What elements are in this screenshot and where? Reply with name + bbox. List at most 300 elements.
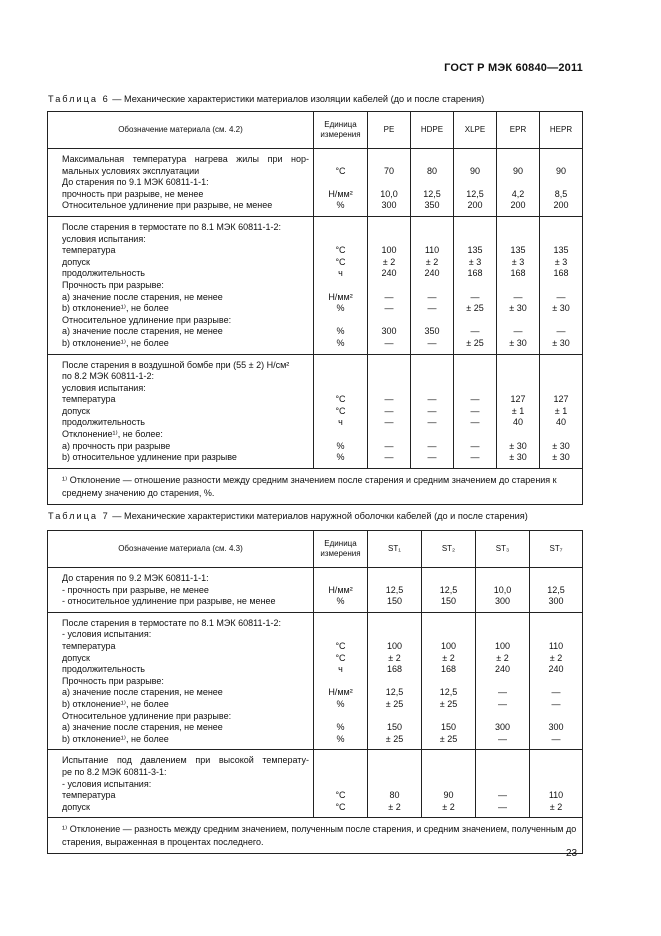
value: 135 xyxy=(553,245,569,256)
value xyxy=(422,711,475,723)
value-cell xyxy=(368,354,411,468)
unit-cell xyxy=(314,149,368,217)
value: — xyxy=(551,687,561,698)
value: — xyxy=(556,291,566,302)
table7-label: Таблица 7 xyxy=(48,511,110,521)
value xyxy=(540,360,582,372)
unit-value: % xyxy=(336,596,345,607)
value xyxy=(476,676,529,688)
value: ± 25 xyxy=(385,698,404,709)
row-label: Относительное удлинение при разрыве: xyxy=(62,710,232,721)
value: — xyxy=(470,452,480,463)
value xyxy=(540,371,582,383)
table7-footnote: ¹⁾ Отклонение — разность между средним значением, полученным после старения, и средним значением, полученным до старения, выраженная в процентах последнего. xyxy=(48,818,583,854)
value xyxy=(540,222,582,234)
row-label: прочность при разрыве, не менее xyxy=(62,188,204,199)
table6-col-hepr: HEPR xyxy=(540,112,583,149)
unit-value xyxy=(314,360,367,372)
row-label: b) отклонение¹⁾, не более xyxy=(62,733,169,744)
unit-value xyxy=(314,371,367,383)
value xyxy=(454,383,496,395)
value: 150 xyxy=(440,722,457,733)
value: — xyxy=(427,291,437,302)
value: 100 xyxy=(494,640,511,651)
value xyxy=(497,154,539,166)
value xyxy=(368,629,421,641)
value xyxy=(411,280,453,292)
value: ± 30 xyxy=(509,452,527,463)
value xyxy=(540,177,582,189)
row-label: - прочность при разрыве, не менее xyxy=(62,584,209,595)
value: 10,0 xyxy=(380,188,398,199)
value: — xyxy=(384,417,394,428)
value xyxy=(530,573,582,585)
value xyxy=(411,360,453,372)
row-label: допуск xyxy=(62,405,90,416)
value xyxy=(411,383,453,395)
value xyxy=(368,371,410,383)
value xyxy=(497,280,539,292)
row-label: продолжительность xyxy=(62,664,145,675)
value xyxy=(497,222,539,234)
value: 240 xyxy=(381,268,397,279)
row-label: - относительное удлинение при разрыве, не менее xyxy=(62,596,276,607)
unit-value: % xyxy=(336,698,345,709)
value: — xyxy=(498,801,507,812)
value: — xyxy=(556,326,566,337)
unit-value: °C xyxy=(335,165,346,176)
value xyxy=(368,755,421,767)
value: — xyxy=(427,452,437,463)
value xyxy=(411,234,453,246)
unit-value: % xyxy=(336,440,345,451)
unit-value xyxy=(314,383,367,395)
value: 135 xyxy=(510,245,526,256)
value xyxy=(368,618,421,630)
table-row xyxy=(48,216,583,354)
row-label: После старения в термостате по 8.1 МЭК 60811-1-2: xyxy=(62,617,281,628)
value: — xyxy=(384,440,394,451)
value xyxy=(497,315,539,327)
value xyxy=(422,755,475,767)
value: — xyxy=(470,405,480,416)
value xyxy=(368,360,410,372)
value: — xyxy=(513,326,523,337)
standard-code-header: ГОСТ Р МЭК 60840—2011 xyxy=(444,62,583,74)
value xyxy=(476,755,529,767)
table6-title: — Механические характеристики материалов изоляции кабелей (до и после старения) xyxy=(112,94,485,104)
value: 300 xyxy=(381,200,397,211)
value: 110 xyxy=(548,640,564,651)
value: 350 xyxy=(424,200,440,211)
value: — xyxy=(470,326,480,337)
table6-col-unit xyxy=(314,112,368,149)
value: 300 xyxy=(548,596,564,607)
value: 80 xyxy=(426,165,437,176)
unit-value xyxy=(314,315,367,327)
value: 300 xyxy=(494,722,511,733)
value: 127 xyxy=(553,394,569,405)
row-label: b) относительное удлинение при разрыве xyxy=(62,452,237,463)
value xyxy=(454,315,496,327)
value-cell xyxy=(454,216,497,354)
value-cell xyxy=(497,216,540,354)
value-cell xyxy=(368,149,411,217)
value: 40 xyxy=(555,417,566,428)
unit-value: °C xyxy=(335,790,346,801)
row-label: Относительное удлинение при разрыве: xyxy=(62,314,232,325)
unit-value xyxy=(314,767,367,779)
row-label-cell xyxy=(48,216,314,354)
value-cell xyxy=(497,354,540,468)
value xyxy=(411,154,453,166)
row-label: До старения по 9.2 МЭК 60811-1-1: xyxy=(62,573,209,583)
value: — xyxy=(384,291,394,302)
table-row xyxy=(48,612,583,750)
value: 12,5 xyxy=(439,584,458,595)
row-label: ре по 8.2 МЭК 60811-3-1: xyxy=(62,766,167,777)
value: 40 xyxy=(512,417,523,428)
value: ± 2 xyxy=(388,801,401,812)
value: 90 xyxy=(469,165,480,176)
row-label-cell xyxy=(48,568,314,613)
table-row xyxy=(48,568,583,613)
value: 168 xyxy=(467,268,483,279)
table7-col-unit-line1: Единица xyxy=(324,539,357,548)
value xyxy=(368,429,410,441)
row-label: После старения в термостате по 8.1 МЭК 60811-1-2: xyxy=(62,221,281,232)
value xyxy=(411,177,453,189)
table6-col-epr: EPR xyxy=(497,112,540,149)
row-label: После старения в воздушной бомбе при (55 ± 2) Н/см² xyxy=(62,359,290,370)
unit-value: Н/мм² xyxy=(328,584,353,595)
table6-col-xlpe: XLPE xyxy=(454,112,497,149)
unit-value xyxy=(314,755,367,767)
row-label-cell xyxy=(48,354,314,468)
value: 300 xyxy=(548,722,564,733)
value xyxy=(497,234,539,246)
value xyxy=(530,618,582,630)
value: 300 xyxy=(381,326,397,337)
value-cell xyxy=(368,568,422,613)
value: 350 xyxy=(424,326,440,337)
value: 168 xyxy=(440,664,457,675)
value: 200 xyxy=(510,200,526,211)
value xyxy=(368,767,421,779)
unit-value: °C xyxy=(335,801,346,812)
unit-value: Н/мм² xyxy=(328,687,353,698)
value: — xyxy=(427,417,437,428)
value xyxy=(422,629,475,641)
value: 300 xyxy=(494,596,511,607)
value-cell xyxy=(368,612,422,750)
value: 127 xyxy=(510,394,526,405)
table7 xyxy=(47,530,583,854)
value xyxy=(540,280,582,292)
unit-value: Н/мм² xyxy=(328,188,353,199)
value xyxy=(368,711,421,723)
value xyxy=(497,177,539,189)
value xyxy=(540,315,582,327)
value: ± 2 xyxy=(388,652,401,663)
value: ± 30 xyxy=(552,337,570,348)
value xyxy=(497,360,539,372)
unit-value xyxy=(314,618,367,630)
value: 12,5 xyxy=(547,584,565,595)
value xyxy=(454,154,496,166)
value: ± 2 xyxy=(549,801,563,812)
value: 110 xyxy=(424,245,440,256)
value: ± 3 xyxy=(511,256,525,267)
table-row xyxy=(48,354,583,468)
value-cell xyxy=(476,568,530,613)
row-label: b) отклонение¹⁾, не более xyxy=(62,303,169,314)
value-cell xyxy=(411,354,454,468)
value: 90 xyxy=(512,165,523,176)
row-label: До старения по 9.1 МЭК 60811-1-1: xyxy=(62,177,209,188)
row-label: условия испытания: xyxy=(62,233,146,244)
value: — xyxy=(384,337,394,348)
value xyxy=(368,573,421,585)
value xyxy=(454,429,496,441)
value: ± 30 xyxy=(552,452,570,463)
unit-value xyxy=(314,154,367,166)
value xyxy=(422,676,475,688)
value: 168 xyxy=(510,268,526,279)
value: 100 xyxy=(386,640,403,651)
row-label: Максимальная температура нагрева жилы при нор- xyxy=(62,154,309,164)
row-label: а) значение после старения, не менее xyxy=(62,722,223,733)
value: ± 1 xyxy=(554,405,568,416)
value: ± 25 xyxy=(466,303,484,314)
value: — xyxy=(384,394,394,405)
row-label: b) отклонение¹⁾, не более xyxy=(62,698,169,709)
value: ± 30 xyxy=(509,440,527,451)
value: ± 2 xyxy=(496,652,509,663)
value xyxy=(540,383,582,395)
value xyxy=(454,234,496,246)
value xyxy=(368,315,410,327)
unit-value xyxy=(314,429,367,441)
value-cell xyxy=(422,750,476,818)
row-label: Прочность при разрыве: xyxy=(62,675,164,686)
value: 135 xyxy=(467,245,483,256)
value: 168 xyxy=(553,268,569,279)
value: ± 30 xyxy=(509,303,527,314)
value: 150 xyxy=(386,596,403,607)
value: — xyxy=(498,733,507,744)
row-label: Отклонение¹⁾, не более: xyxy=(62,429,163,440)
value xyxy=(368,234,410,246)
unit-value xyxy=(314,177,367,189)
value: — xyxy=(551,698,561,709)
row-label: допуск xyxy=(62,652,90,663)
value: 100 xyxy=(381,245,397,256)
row-label-cell xyxy=(48,149,314,217)
value: 200 xyxy=(467,200,483,211)
value xyxy=(530,676,582,688)
row-label: температура xyxy=(62,394,116,405)
unit-cell xyxy=(314,750,368,818)
value xyxy=(530,767,582,779)
unit-value xyxy=(314,629,367,641)
value: ± 2 xyxy=(442,652,455,663)
table7-group-thermostat-aging xyxy=(48,612,583,750)
table6-group-before-aging xyxy=(48,149,583,217)
value: ± 25 xyxy=(439,733,458,744)
value-cell xyxy=(422,568,476,613)
value: — xyxy=(384,303,394,314)
unit-value xyxy=(314,280,367,292)
value xyxy=(530,755,582,767)
value: — xyxy=(470,440,480,451)
value: ± 2 xyxy=(549,652,563,663)
value: 150 xyxy=(386,722,403,733)
value: 100 xyxy=(440,640,457,651)
value: ± 3 xyxy=(554,256,568,267)
table6-footnote-row xyxy=(48,468,583,504)
table-row xyxy=(48,750,583,818)
value: 90 xyxy=(443,790,454,801)
table6-footnote: ¹⁾ Отклонение — отношение разности между средним значением после старения и средним значением до старения к среднему значению до старения, %. xyxy=(48,468,583,504)
row-label: а) значение после старения, не менее xyxy=(62,687,223,698)
table7-col-unit xyxy=(314,531,368,568)
unit-value: % xyxy=(336,733,345,744)
value: — xyxy=(551,733,561,744)
value: — xyxy=(470,417,480,428)
value-cell xyxy=(476,750,530,818)
table6-col-hdpe: HDPE xyxy=(411,112,454,149)
value: 12,5 xyxy=(466,188,484,199)
value-cell xyxy=(476,612,530,750)
unit-value xyxy=(314,676,367,688)
table6-col-pe: PE xyxy=(368,112,411,149)
value: 150 xyxy=(440,596,457,607)
unit-value xyxy=(314,234,367,246)
value xyxy=(454,177,496,189)
row-label: b) отклонение¹⁾, не более xyxy=(62,337,169,348)
unit-value xyxy=(314,779,367,791)
table7-col-st1: ST₁ xyxy=(368,531,422,568)
value xyxy=(422,779,475,791)
value xyxy=(454,360,496,372)
value xyxy=(411,222,453,234)
unit-cell xyxy=(314,612,368,750)
value: 8,5 xyxy=(554,188,568,199)
value xyxy=(530,711,582,723)
table6-group-air-bomb-aging xyxy=(48,354,583,468)
value xyxy=(530,629,582,641)
unit-cell xyxy=(314,216,368,354)
table6-caption xyxy=(48,94,484,104)
value: — xyxy=(384,405,394,416)
unit-value: °C xyxy=(335,405,346,416)
row-label: температура xyxy=(62,790,116,801)
table7-group-before-aging xyxy=(48,568,583,613)
value-cell xyxy=(540,216,583,354)
value xyxy=(411,315,453,327)
row-label: допуск xyxy=(62,801,90,812)
unit-value: % xyxy=(336,303,345,314)
table6-label: Таблица 6 xyxy=(48,94,110,104)
row-label: мальных условиях эксплуатации xyxy=(62,165,200,176)
value: 80 xyxy=(389,790,400,801)
value xyxy=(540,234,582,246)
row-label: продолжительность xyxy=(62,268,145,279)
value xyxy=(454,371,496,383)
value: 12,5 xyxy=(385,584,404,595)
unit-value: ч xyxy=(338,417,343,428)
unit-value: °C xyxy=(335,640,346,651)
unit-value: % xyxy=(336,452,345,463)
value xyxy=(476,618,529,630)
value xyxy=(530,779,582,791)
value xyxy=(476,573,529,585)
value xyxy=(368,222,410,234)
value: ± 25 xyxy=(466,337,484,348)
value: 70 xyxy=(383,165,394,176)
table6-group-thermostat-aging xyxy=(48,216,583,354)
value: ± 2 xyxy=(382,256,396,267)
value: ± 1 xyxy=(511,405,525,416)
table7-header-row xyxy=(48,531,583,568)
unit-value xyxy=(314,573,367,585)
value: 240 xyxy=(424,268,440,279)
value: 110 xyxy=(548,790,564,801)
value xyxy=(540,429,582,441)
value: — xyxy=(498,698,507,709)
value xyxy=(422,618,475,630)
unit-cell xyxy=(314,354,368,468)
value: 12,5 xyxy=(439,687,458,698)
row-label: а) значение после старения, не менее xyxy=(62,291,223,302)
value xyxy=(476,767,529,779)
value xyxy=(368,177,410,189)
table7-col-material: Обозначение материала (см. 4.3) xyxy=(48,531,314,568)
value xyxy=(368,779,421,791)
value: — xyxy=(427,337,437,348)
value-cell xyxy=(530,612,583,750)
row-label: условия испытания: xyxy=(62,382,146,393)
table7-footnote-row xyxy=(48,818,583,854)
value xyxy=(368,676,421,688)
value: — xyxy=(427,394,437,405)
value-cell xyxy=(540,149,583,217)
value: — xyxy=(427,303,437,314)
unit-cell xyxy=(314,568,368,613)
value-cell xyxy=(454,149,497,217)
value xyxy=(454,222,496,234)
row-label: а) прочность при разрыве xyxy=(62,440,171,451)
value: — xyxy=(470,394,480,405)
value-cell xyxy=(368,750,422,818)
row-label: Прочность при разрыве: xyxy=(62,279,164,290)
value-cell xyxy=(411,149,454,217)
value-cell xyxy=(530,750,583,818)
table7-col-st3: ST₃ xyxy=(476,531,530,568)
table-row xyxy=(48,149,583,217)
unit-value: °C xyxy=(335,256,346,267)
value: ± 25 xyxy=(385,733,404,744)
value: 12,5 xyxy=(385,687,404,698)
value: 240 xyxy=(494,664,511,675)
value: 90 xyxy=(555,165,566,176)
value xyxy=(497,371,539,383)
table6-col-material: Обозначение материала (см. 4.2) xyxy=(48,112,314,149)
page-number: 23 xyxy=(566,848,578,859)
row-label: температура xyxy=(62,640,116,651)
value xyxy=(422,573,475,585)
